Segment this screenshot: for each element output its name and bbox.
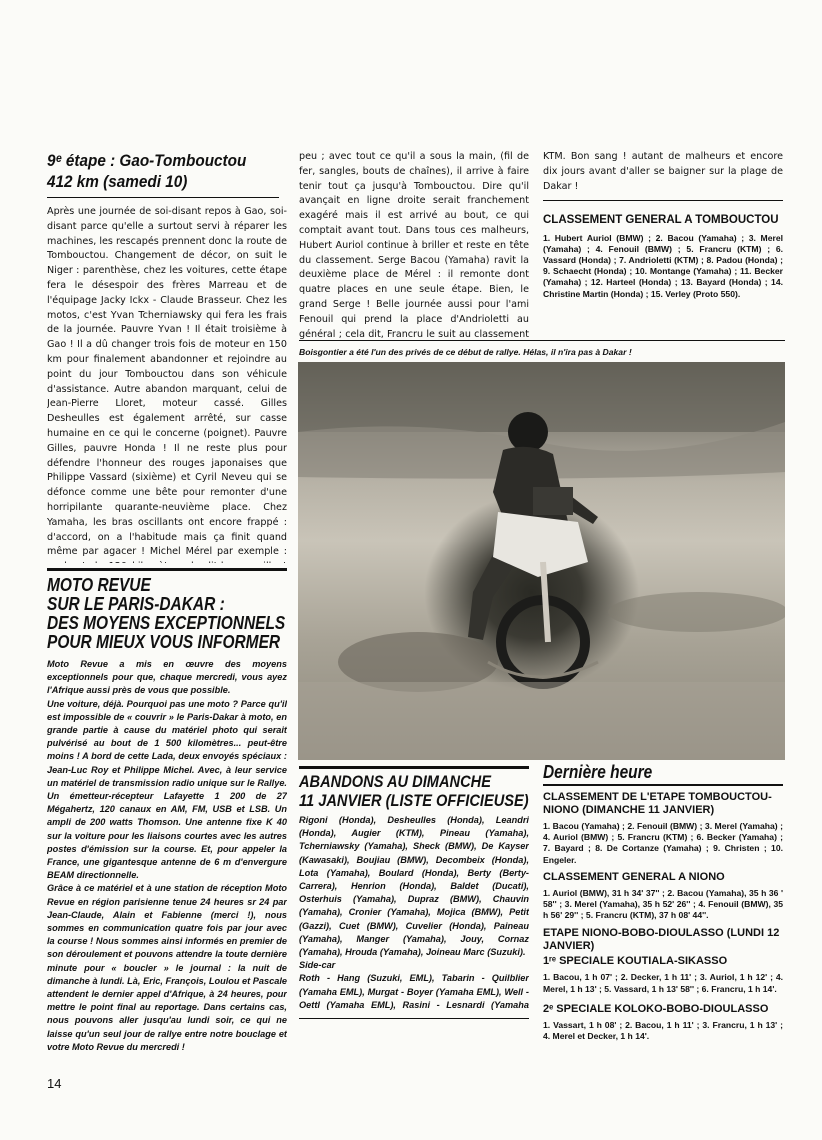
stage-body-col3: KTM. Bon sang ! autant de malheurs et encore dix jours avant d'aller se baigner sur la plage de Dakar !: [543, 151, 783, 192]
sidecar-list: Roth - Hang (Suzuki, EML), Tabarin - Quilblier (Yamaha EML), Murgat - Boyer (Yamaha EML), Well - Oettl (Yamaha EML), Rasini - Lesnardi (Yamaha: [299, 973, 529, 1010]
stage-body-col2: peu ; avec tout ce qu'il a sous la main, (fil de fer, sangles, bouts de chaînes), il arrive à faire tenir tout ça jusqu'à Tombouctou. Dire qu'il avançait en ligne droite serait franchement exagéré mais il est arrivé au bout, ce qui comptait avant tout. Dans tous ces malheurs, Hubert Auriol continue à briller et reste en tête du classement. Serge Bacou (Yamaha) ravit la deuxième place de Mérel : il remonte dont quatre places en une seule étape. Bien, le grand Serge ! Belle journée aussi pour l'ami Fenouil qui prend la place d'Andrioletti au général ; cela dit, Francru le suit au classement: [299, 151, 529, 340]
abandons-list: Rigoni (Honda), Desheulles (Honda), Leandri (Honda), Augier (KTM), Pineau (Yamaha), Tcherniawsky (Yamaha), Sheck (BMW), De Kayser (Kawasaki), Boujiau (BMW), Decombeix (Honda), Lota (Yamaha), Boulard (Honda), Berty (Berty-Carrera), Henrion (Honda), Baldet (Ducati), Osterhuis (Yamaha), Dupraz (BMW), Chauvin (Yamaha), Cronier (Yamaha), Mojica (BMW), Petit (Gazzi), Cuet (BMW), Cuvelier (Honda), Paineau (Yamaha), Manger (Yamaha), Jouy, Cornaz (Yamaha), Hrouda (Yamaha), Joineau Marc (Suzuki).: [299, 815, 529, 958]
stage-header: [47, 150, 287, 192]
dh-section1-heading: CLASSEMENT DE L'ETAPE TOMBOUCTOU-NIONO (DIMANCHE 11 JANVIER): [543, 791, 772, 816]
abandons-headline-line1: ABANDONS AU DIMANCHE: [299, 772, 491, 791]
moto-revue-body: Moto Revue a mis en œuvre des moyens exceptionnels pour que, chaque mercredi, vous ayez l'Afrique aussi près de vous que possible. Une voiture, déjà. Pourquoi pas une moto ? Parce qu'il est impossible de « couvrir » le Paris-Dakar à moto, en grande partie à cause du matériel photo qui serait pulvérisé au bout de 1 500 kilomètres... peut-être moins ! A bord de cette Lada, deux envoyés spéciaux : Jean-Luc Roy et Philippe Michel. Avec, à leur service un matériel de transmission radio unique sur le Rallye. Un émetteur-récepteur Lafayette 1 200 de 27 Mégahertz, 120 canaux en AM, FM, USB et LSB. Un ampli de 200 watts Thomson. Une antenne fixe K 40 sur la voiture pour les liaisons courtes avec les autres postes d'émission sur la course. Et, pour appeler la France, une gigantesque antenne de 6 m d'envergure BEAM directionnelle. Grâce à ce matériel et à une station de réception Moto Revue en région parisienne tenue 24 heures sr 24 par Jean-Claude, Alain et Fabienne (merci !), nous sommes en communication quatre fois par jour avec la course ! Nous sommes ainsi informés en premier de son déroulement et pouvons attendre la toute dernière minute pour « boucler » le journal : la nuit de dimanche à lundi. Là, Eric, François, Loulou et Pascale attendent le dernier appel d'Afrique, à 24 heures, pour mettre le point final au reportage. Dans certains cas, nous pouvons aller jusqu'au lundi soir, ce qui ne laisse qu'un seul jour de rallye entre notre bouclage et votre Moto Revue du mercredi !: [47, 659, 287, 1052]
divider: [299, 766, 529, 769]
dh-section4-heading: 2ᵉ SPECIALE KOLOKO-BOBO-DIOULASSO: [543, 1002, 769, 1015]
divider: [543, 200, 783, 201]
abandons-body-block: [299, 814, 529, 1014]
divider: [299, 1018, 529, 1019]
sidecar-label: Side-car: [299, 960, 336, 971]
abandons-headline: [299, 772, 529, 810]
motorcycle-rider-image: [298, 362, 785, 760]
abandons-headline-line2: 11 JANVIER (LISTE OFFICIEUSE): [299, 791, 529, 810]
dh-section3-subheading: 1ʳᵉ SPECIALE KOUTIALA-SIKASSO: [543, 955, 728, 968]
dh-section2-heading: CLASSEMENT GENERAL A NIONO: [543, 870, 725, 883]
dh-section1-body: 1. Bacou (Yamaha) ; 2. Fenouil (BMW) ; 3. Merel (Yamaha) ; 4. Auriol (BMW) ; 5. Francru (KTM) ; 6. Becker (Yamaha) ; 7. Bayard ; 8. De Cortanze (Yamaha) ; 9. Christen ; 10. Engeler.: [543, 821, 783, 865]
divider: [47, 197, 279, 198]
rally-photo: [298, 362, 785, 760]
moto-revue-headline-line3: DES MOYENS EXCEPTIONNELS: [47, 613, 286, 633]
dh-section3-heading: ETAPE NIONO-BOBO-DIOULASSO (LUNDI 12 JANVIER): [543, 927, 780, 953]
moto-revue-headline: [47, 576, 287, 652]
dh-section3-body: 1. Bacou, 1 h 07' ; 2. Decker, 1 h 11' ; 3. Auriol, 1 h 12' ; 4. Merel, 1 h 13' ; 5. Vassard, 1 h 13' 58'' ; 6. Francru, 1 h 14'.: [543, 972, 783, 994]
dh-section4-body: 1. Vassart, 1 h 08' ; 2. Bacou, 1 h 11' ; 3. Francru, 1 h 13' ; 4. Merel et Decker, 1 h 14'.: [543, 1019, 783, 1042]
divider: [543, 784, 783, 786]
classement-general-heading: CLASSEMENT GENERAL A TOMBOUCTOU: [543, 214, 779, 226]
classement-general: [543, 214, 783, 300]
derniere-heure-title: Dernière heure: [543, 762, 653, 782]
divider: [299, 340, 785, 341]
photo-caption: Boisgontier a été l'un des privés de ce début de rallye. Hélas, il n'ira pas à Dakar !: [299, 347, 632, 357]
moto-revue-headline-line2: SUR LE PARIS-DAKAR :: [47, 594, 225, 614]
stage-title-line2: 412 km (samedi 10): [47, 172, 188, 191]
moto-revue-headline-line1: MOTO REVUE: [47, 575, 151, 595]
moto-revue-headline-line4: POUR MIEUX VOUS INFORMER: [47, 632, 281, 652]
page-number: 14: [47, 1076, 62, 1091]
stage-body-col1: Après une journée de soi-disant repos à Gao, soi-disant parce qu'elle a surtout servi à réparer les machines, les rescapés prennent donc la route de Tombouctou. Changement de décor, on suit le Niger : parenthèse, chez les voitures, cette étape fera le désespoir des frères Marreau et de l'équipage Jacky Ickx - Claude Brasseur. Chez les motos, c'est Yvan Tcherniawsky qui fera les frais de la journée. Pauvre Yvan ! Il était troisième à Gao ! Il a dû changer trois fois de moteur en 150 km pour finalement abandonner et rejoindre au point du jour Tombouctou dans son véhicule d'assistance. Autre abandon marquant, celui de Jean-Pierre Lloret, moteur cassé. Gilles Desheulles est également arrêté, sur casse humaine en ce qui le concerne (poignet). Pauvre Gilles, pauvre Honda ! Il ne reste plus pour défendre l'honneur des rouges japonaises que Philippe Vassard (sixième) et Cyril Neveu qui se défonce comme une bête pour remonter d'une horripilante quarante-neuvième place. Chez Yamaha, les bras oscillants ont encore frappé : d'accord, on a l'habitude mais ça finit quand même par agacer ! Michel Mérel par exemple :: [47, 206, 287, 558]
classement-general-body: 1. Hubert Auriol (BMW) ; 2. Bacou (Yamaha) ; 3. Merel (Yamaha) ; 4. Fenouil (BMW) ; 5. Francru (KTM) ; 6. Vassard (Honda) ; 7. Andrioletti (KTM) ; 8. Padou (Honda) ; 9. Schaecht (Honda) ; 10. Montange (Yamaha) ; 11. Becker (Yamaha) ; 12. Harteel (Honda) ; 13. Bayard (Honda) ; 14. Christine Martin (Honda) ; 15. Verley (Proto 550).: [543, 232, 783, 299]
divider: [47, 568, 287, 571]
dh-section2-body: 1. Auriol (BMW), 31 h 34' 37'' ; 2. Bacou (Yamaha), 35 h 36 ' 58'' ; 3. Merel (Yamaha), 35 h 52' 26'' ; 4. Fenouil (BMW), 35 h 56' 29'' ; 5. Francru (KTM), 37 h 08' 44''.: [543, 887, 783, 921]
derniere-heure: [543, 763, 783, 1042]
stage-title-line1: 9ᵉ étape : Gao-Tombouctou: [47, 151, 247, 170]
